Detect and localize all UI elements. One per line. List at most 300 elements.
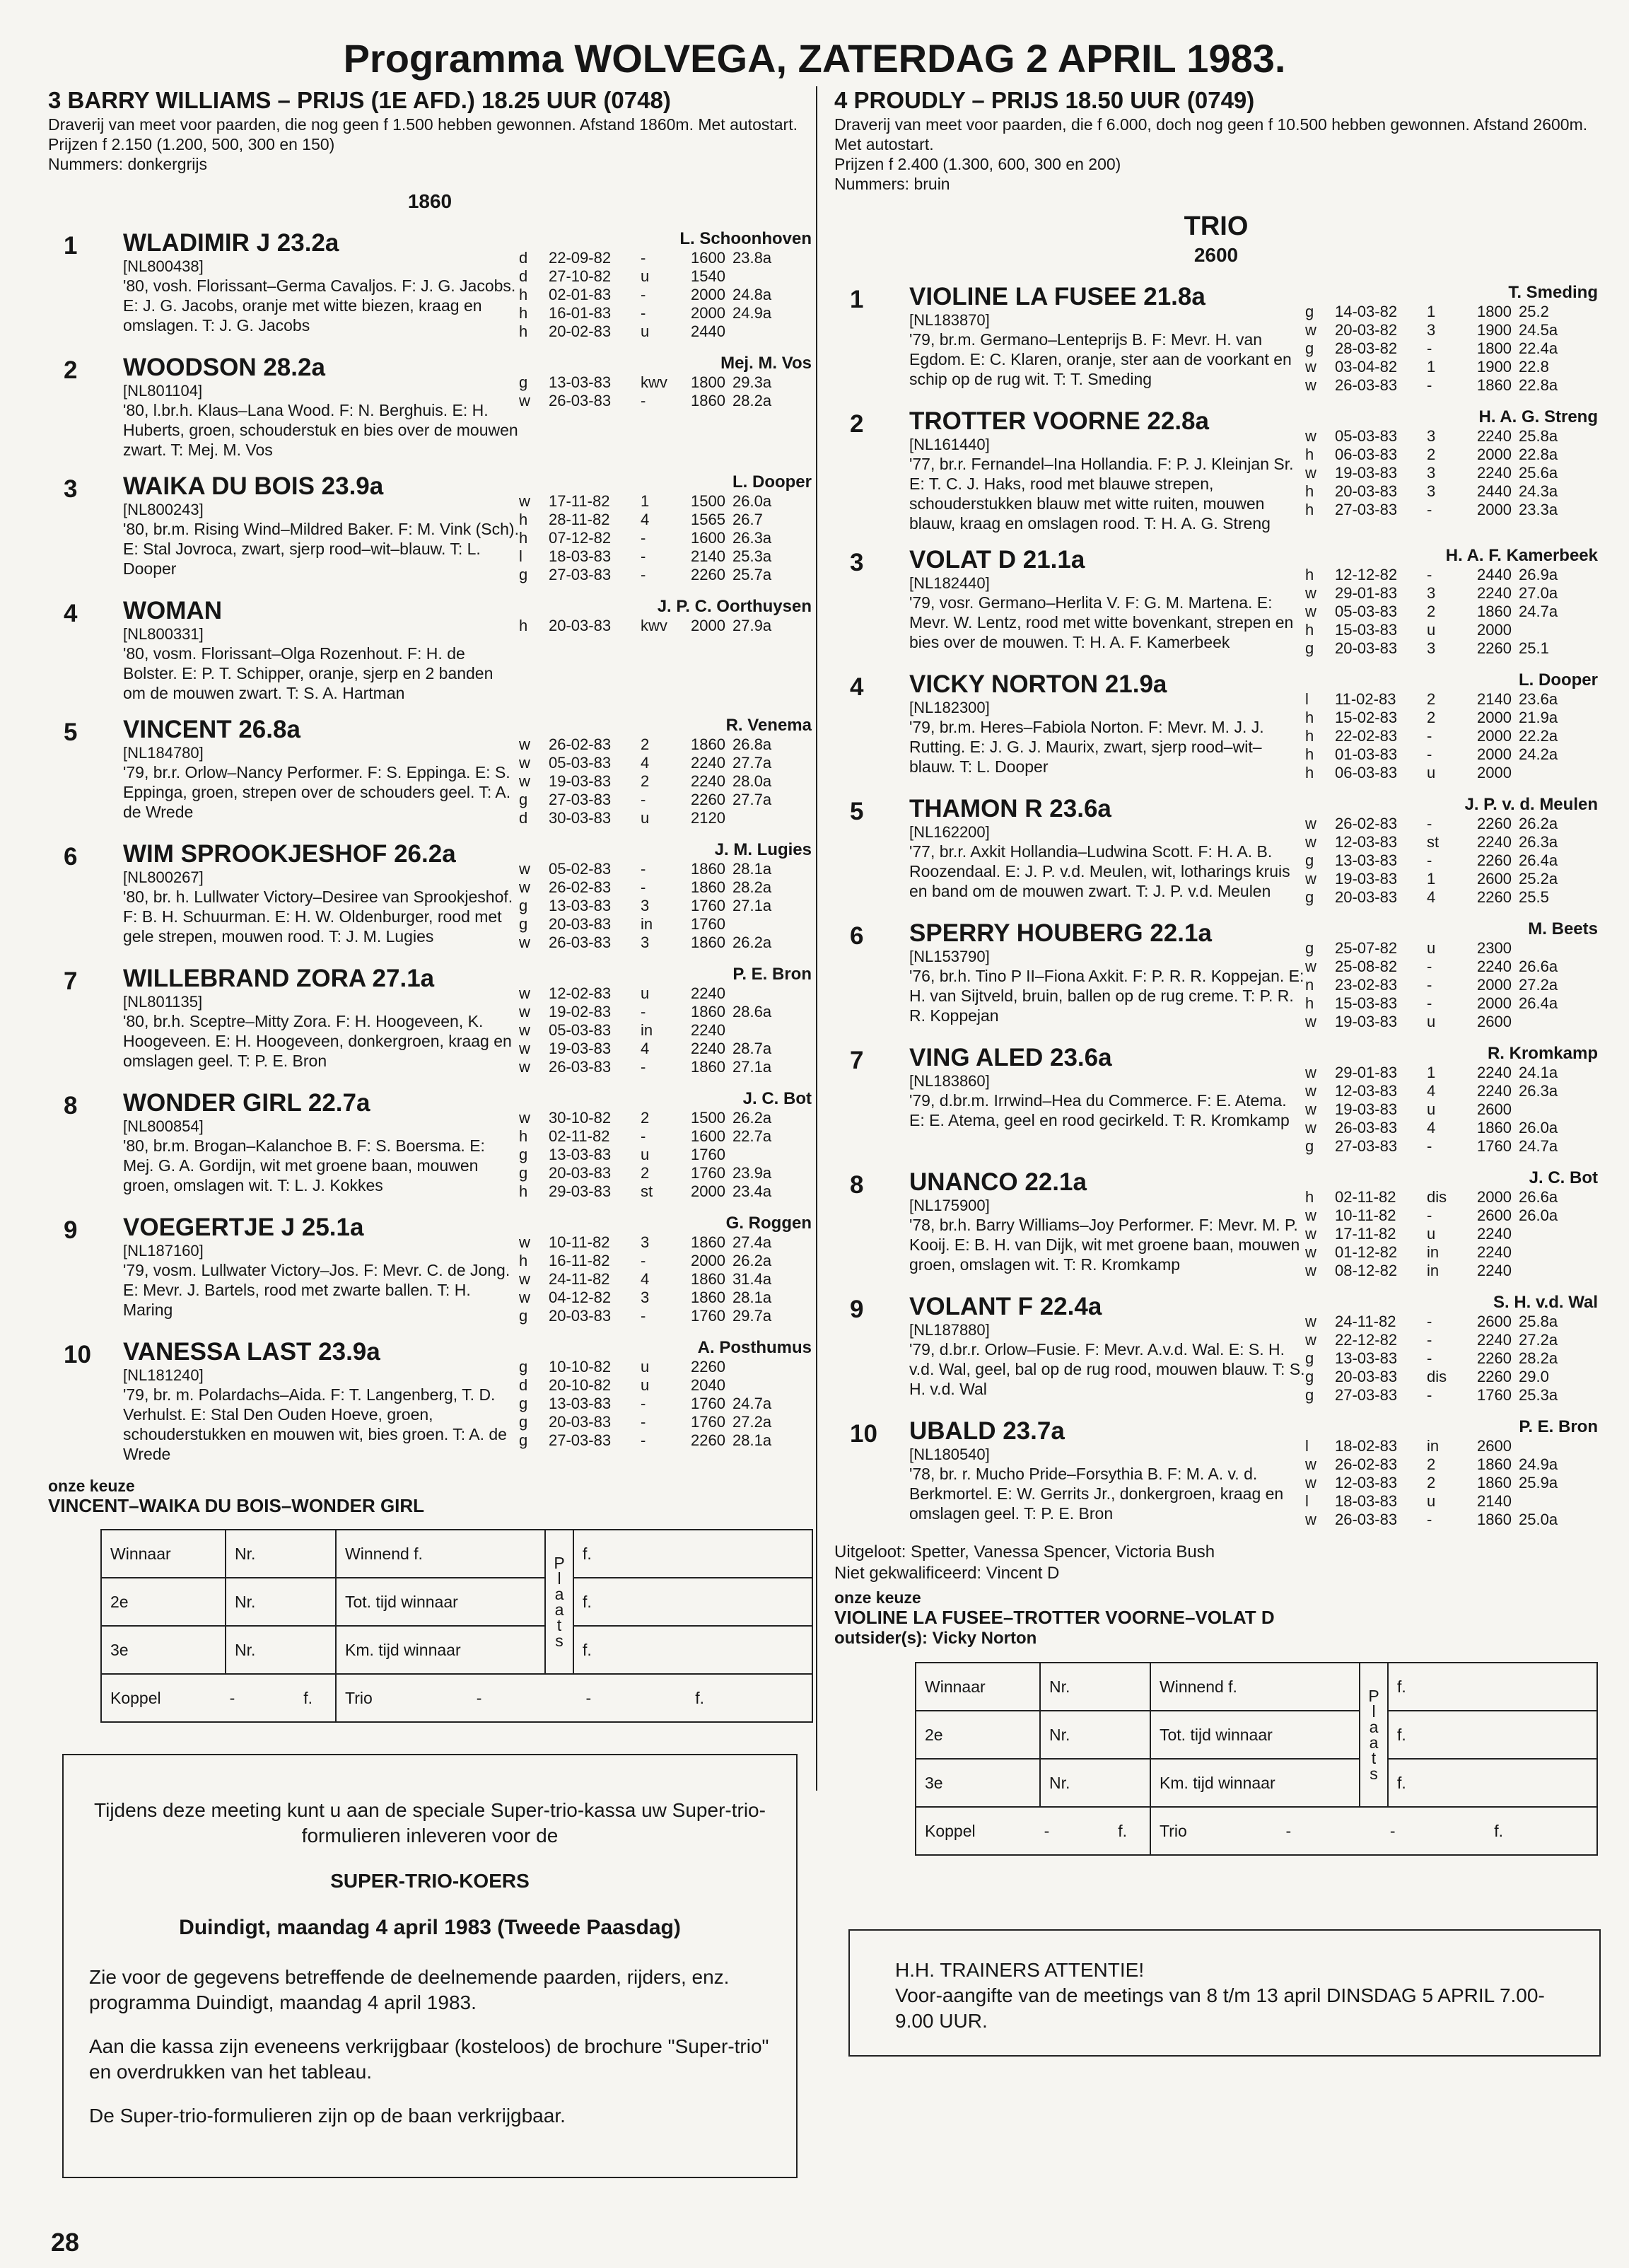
horse-registration: [NL182300] [909, 699, 990, 716]
distance: 2000 [691, 1182, 725, 1200]
track-code: h [519, 529, 528, 547]
race-date: 20-03-83 [549, 1307, 612, 1325]
form-table [1305, 1064, 1598, 1156]
form-row [519, 547, 812, 566]
form-row [1305, 1511, 1598, 1529]
distance: 2120 [691, 809, 725, 827]
race-date: 22-09-82 [549, 249, 612, 267]
race-description: Draverij van meet voor paarden, die f 6.000, doch nog geen f 10.500 hebben gewonnen. Afstand 2600m. Met autostart. [834, 115, 1588, 153]
horse-info [123, 840, 519, 952]
distance: 2000 [1477, 994, 1512, 1012]
horse-entry [48, 1089, 812, 1201]
horse-info [909, 1168, 1305, 1280]
track-code: w [519, 772, 530, 790]
horse-description: '80, br. h. Lullwater Victory–Desiree van Sprookjeshof. F: B. H. Schuurman. E: H. W. Oldenburger, rood met gele strepen, mouwen rood. T: J. M. Lugies [123, 888, 513, 946]
race-date: 17-11-82 [1335, 1225, 1396, 1243]
horse-info [123, 472, 519, 584]
km-time: 31.4a [732, 1270, 772, 1288]
track-code: h [1305, 709, 1314, 726]
driver-name: L. Dooper [1519, 670, 1598, 690]
horse-number: 10 [64, 1341, 91, 1368]
horse-entry [834, 1293, 1598, 1405]
race-date: 27-03-83 [549, 566, 612, 583]
race-date: 25-07-82 [1335, 939, 1398, 957]
form-row [1305, 1206, 1598, 1225]
km-time: 26.8a [732, 735, 772, 753]
race-prizes: Prijzen f 2.400 (1.300, 600, 300 en 200) [834, 155, 1121, 173]
horse-registration: [NL187880] [909, 1321, 990, 1339]
placing: - [641, 566, 646, 583]
horse-info [123, 716, 519, 827]
race-date: 05-02-83 [549, 860, 612, 878]
track-code: w [519, 1003, 530, 1020]
form-row [1305, 501, 1598, 519]
placing: 1 [1427, 303, 1436, 320]
track-code: w [1305, 1455, 1316, 1473]
distance: 1860 [691, 1058, 725, 1076]
track-code: w [1305, 1225, 1316, 1243]
horse-entry [834, 919, 1598, 1031]
race-date: 26-02-83 [1335, 1455, 1398, 1473]
horse-registration: [NL180540] [909, 1446, 990, 1463]
horse-number: 10 [850, 1420, 877, 1448]
placing: u [1427, 1100, 1436, 1118]
km-time: 24.5a [1519, 321, 1558, 339]
distance: 2000 [1477, 621, 1512, 639]
horse-description: '79, br.m. Heres–Fabiola Norton. F: Mevr. M. J. J. Rutting. E: J. G. J. Maurix, zwart, sjerp rood–wit–blauw. T: L. Dooper [909, 718, 1264, 776]
distance: 1860 [1477, 1119, 1512, 1136]
km-time: 25.3a [732, 547, 772, 565]
form-row [1305, 566, 1598, 584]
race-date: 24-11-82 [1335, 1313, 1396, 1330]
bet-winner-label: Winnaar [916, 1663, 1040, 1711]
form-row [1305, 1064, 1598, 1082]
horse-entry [48, 229, 812, 341]
track-code: w [1305, 1206, 1316, 1224]
form-table [519, 984, 812, 1076]
placing: - [1427, 1511, 1432, 1528]
track-code: w [519, 735, 530, 753]
form-row [519, 249, 812, 267]
race-date: 19-03-83 [549, 1040, 612, 1057]
horse-description: '79, br.r. Orlow–Nancy Performer. F: S. Eppinga. E: S. Eppinga, groen, strepen over de schouders geel. T: A. de Wrede [123, 763, 511, 821]
track-code: w [1305, 603, 1316, 620]
outsiders: outsider(s): Vicky Norton [834, 1629, 1037, 1648]
km-time [732, 1358, 812, 1376]
km-time: 26.4a [1519, 994, 1558, 1012]
race-date: 08-12-82 [1335, 1262, 1398, 1279]
form-row [1305, 1474, 1598, 1492]
track-code: h [1305, 764, 1314, 781]
form-row [1305, 1455, 1598, 1474]
race-date: 18-02-83 [1335, 1437, 1398, 1455]
horse-entry [834, 1417, 1598, 1529]
track-code: g [519, 1146, 528, 1163]
distance: 2000 [1477, 764, 1512, 781]
distance: 2260 [691, 1358, 725, 1376]
km-time [1519, 621, 1598, 639]
km-time: 26.0a [732, 492, 772, 510]
form-row [1305, 303, 1598, 321]
driver-name: A. Posthumus [697, 1338, 812, 1357]
horse-registration: [NL801104] [123, 382, 203, 400]
placing: 4 [641, 1270, 650, 1288]
placing: - [641, 1307, 646, 1325]
bet-plaats-label: P l a a t s [1360, 1663, 1388, 1807]
bet-nr-label: Nr. [1040, 1759, 1150, 1807]
track-code: w [519, 754, 530, 772]
race-date: 05-03-83 [549, 754, 612, 772]
km-time: 25.8a [1519, 1313, 1558, 1330]
driver-name: Mej. M. Vos [720, 354, 812, 373]
race-date: 15-03-83 [1335, 621, 1398, 639]
km-time: 29.0 [1519, 1368, 1549, 1385]
distance: 2260 [691, 791, 725, 808]
placing: u [641, 322, 650, 340]
track-code: w [519, 878, 530, 896]
form-row [1305, 1119, 1598, 1137]
placing: 1 [1427, 870, 1436, 888]
horse-description: '79, br.m. Germano–Lenteprijs B. F: Mevr. H. van Egdom. E: C. Klaren, oranje, ster aan de voorkant en schip op de rug wit. T: T. Smeding [909, 330, 1292, 388]
driver-name: J. C. Bot [1529, 1168, 1598, 1187]
horse-number: 7 [64, 967, 78, 995]
distance: 2240 [691, 1021, 725, 1039]
horse-description: '79, d.br.m. Irrwind–Hea du Commerce. F: E. Atema. E: E. Atema, geel en rood gecirkeld. T: R. Kromkamp [909, 1091, 1290, 1129]
km-time: 28.2a [732, 392, 772, 409]
placing: u [1427, 764, 1436, 781]
track-code: l [1305, 1437, 1309, 1455]
distance: 2600 [1477, 870, 1512, 888]
track-code: g [519, 1164, 528, 1182]
form-row [1305, 815, 1598, 833]
distance: 1860 [691, 934, 725, 951]
bet-f-field[interactable]: f. [573, 1626, 812, 1674]
driver-name: P. E. Bron [1519, 1417, 1598, 1436]
horse-registration: [NL800243] [123, 501, 204, 518]
distance: 2600 [1477, 1206, 1512, 1224]
track-code: h [1305, 1188, 1314, 1206]
horse-form-block [1305, 1044, 1598, 1156]
race-date: 03-04-82 [1335, 358, 1398, 376]
race-date: 05-03-83 [1335, 427, 1398, 445]
km-time: 24.3a [1519, 482, 1558, 500]
form-row [1305, 1313, 1598, 1331]
track-code: w [1305, 584, 1316, 602]
race-date: 11-02-83 [1335, 690, 1396, 708]
form-row [519, 1376, 812, 1395]
placing: u [641, 1358, 650, 1376]
km-time: 28.2a [1519, 1349, 1558, 1367]
placing: - [1427, 501, 1432, 518]
race-date: 19-03-83 [549, 772, 612, 790]
placing: - [641, 878, 646, 896]
form-row [1305, 709, 1598, 727]
race-date: 13-03-83 [549, 897, 612, 914]
horse-number: 3 [64, 475, 78, 503]
placing: 1 [1427, 358, 1436, 376]
bet-koppel-field[interactable]: Koppel - f. [916, 1807, 1150, 1855]
horse-info [123, 1338, 519, 1464]
placing: u [1427, 1013, 1436, 1030]
placing: u [641, 1376, 650, 1394]
track-code: w [519, 860, 530, 878]
horse-info [909, 546, 1305, 658]
track-code: l [519, 547, 522, 565]
horse-registration: [NL162200] [909, 823, 990, 841]
race-date: 06-03-83 [1335, 764, 1398, 781]
form-row [1305, 1349, 1598, 1368]
track-code: g [1305, 1349, 1314, 1367]
distance: 2600 [1477, 1437, 1512, 1455]
km-time: 22.8 [1519, 358, 1549, 376]
horse-info [909, 670, 1305, 782]
form-row [1305, 358, 1598, 376]
distance: 2240 [1477, 958, 1512, 975]
form-row [519, 1289, 812, 1307]
bet-f-field[interactable]: f. [1388, 1759, 1597, 1807]
form-row [1305, 745, 1598, 764]
form-row [1305, 482, 1598, 501]
race-date: 26-03-83 [549, 934, 612, 951]
km-time: 22.8a [1519, 376, 1558, 394]
horse-number: 9 [850, 1296, 864, 1323]
form-row [519, 934, 812, 952]
placing: - [1427, 566, 1432, 583]
placing: - [1427, 376, 1432, 394]
km-time: 26.3a [1519, 833, 1558, 851]
placing: st [641, 1182, 653, 1200]
distance: 2600 [1477, 1313, 1512, 1330]
horse-registration: [NL161440] [909, 436, 990, 453]
bet-f-field[interactable]: f. [573, 1578, 812, 1626]
track-code: w [519, 1233, 530, 1251]
race-date: 30-10-82 [549, 1109, 612, 1127]
distance: 1600 [691, 1127, 725, 1145]
bet-koppel-field[interactable]: Koppel - f. [101, 1674, 336, 1722]
placing: 4 [641, 511, 650, 528]
form-row [519, 1395, 812, 1413]
horse-info [909, 407, 1305, 533]
form-row [1305, 690, 1598, 709]
km-time [732, 809, 812, 827]
track-code: h [1305, 482, 1314, 500]
horse-info [123, 965, 519, 1076]
page-title: Programma WOLVEGA, ZATERDAG 2 APRIL 1983. [343, 36, 1286, 81]
placing: - [641, 1003, 646, 1020]
race-distance [834, 209, 1598, 267]
race-date: 19-03-83 [1335, 1100, 1398, 1118]
race-date: 29-01-83 [1335, 584, 1398, 602]
race-date: 12-03-83 [1335, 1082, 1398, 1100]
placing: - [641, 286, 646, 303]
distance: 2140 [691, 547, 725, 565]
km-time: 28.6a [732, 1003, 772, 1020]
km-time: 28.1a [732, 860, 772, 878]
placing: 3 [641, 934, 650, 951]
horse-registration: [NL800854] [123, 1117, 204, 1135]
km-time: 24.9a [732, 304, 772, 322]
distance: 1760 [691, 915, 725, 933]
placing: 2 [1427, 709, 1436, 726]
km-time: 23.6a [1519, 690, 1558, 708]
track-code: h [519, 286, 528, 303]
horse-entry [48, 1214, 812, 1325]
placing: in [1427, 1243, 1440, 1261]
track-code: w [519, 984, 530, 1002]
race-date: 28-11-82 [549, 511, 610, 528]
track-code: g [519, 915, 528, 933]
form-row [519, 1182, 812, 1201]
horse-entry [48, 1338, 812, 1464]
form-row [1305, 446, 1598, 464]
km-time: 21.9a [1519, 709, 1558, 726]
distance: 2260 [1477, 851, 1512, 869]
horse-number: 8 [64, 1092, 78, 1120]
distance: 2140 [1477, 690, 1512, 708]
distance: 1900 [1477, 358, 1512, 376]
bet-trio-field[interactable]: Trio - - f. [336, 1674, 812, 1722]
race-date: 15-02-83 [1335, 709, 1398, 726]
horse-name: WIM SPROOKJESHOF 26.2a [123, 840, 456, 868]
horse-info [909, 795, 1305, 907]
horse-description: '80, br.h. Sceptre–Mitty Zora. F: H. Hoogeveen, K. Hoogeveen. E: H. Hoogeveen, donkergroen, kraag en omslagen geel. T: P. E. Bron [123, 1012, 512, 1070]
placing: u [1427, 939, 1436, 957]
km-time: 25.0a [1519, 1511, 1558, 1528]
horse-name: VOLAT D 21.1a [909, 546, 1085, 574]
race-date: 07-12-82 [549, 529, 612, 547]
horse-name: VOLANT F 22.4a [909, 1293, 1102, 1320]
distance: 2260 [1477, 815, 1512, 832]
horse-name: UBALD 23.7a [909, 1417, 1065, 1445]
track-code: h [1305, 994, 1314, 1012]
track-code: w [1305, 427, 1316, 445]
distance: 2000 [1477, 727, 1512, 745]
form-table [519, 735, 812, 827]
placing: 3 [1427, 321, 1436, 339]
placing: dis [1427, 1368, 1447, 1385]
horse-name: SPERRY HOUBERG 22.1a [909, 919, 1212, 947]
distance: 2000 [1477, 976, 1512, 994]
bet-plaats-label: P l a a t s [545, 1530, 573, 1674]
form-row [1305, 1013, 1598, 1031]
race-prizes: Prijzen f 2.150 (1.200, 500, 300 en 150) [48, 135, 335, 153]
km-time: 25.2a [1519, 870, 1558, 888]
distance: 2000 [691, 1252, 725, 1269]
distance: 2240 [1477, 427, 1512, 445]
race-numbers-color: Nummers: bruin [834, 175, 950, 193]
horse-name: VANESSA LAST 23.9a [123, 1338, 380, 1366]
form-table [1305, 1313, 1598, 1405]
bet-trio-field[interactable]: Trio - - f. [1150, 1807, 1597, 1855]
horse-description: '77, br.r. Fernandel–Ina Hollandia. F: P. J. Kleinjan Sr. E: T. C. J. Haks, rood met blauwe strepen, schouderstukken blauw met witte ruiten, mouwen blauw, kraag en omslagen rood. T: H. A. G. Streng [909, 455, 1294, 533]
bet-f-field[interactable]: f. [1388, 1711, 1597, 1759]
race-date: 27-10-82 [549, 267, 612, 285]
track-code: g [1305, 1137, 1314, 1155]
horse-registration: [NL153790] [909, 948, 990, 965]
horse-number: 2 [850, 410, 864, 438]
placing: 3 [1427, 639, 1436, 657]
race-date: 19-03-83 [1335, 870, 1398, 888]
race-date: 26-03-83 [1335, 376, 1398, 394]
horse-registration: [NL801135] [123, 993, 203, 1011]
horse-info [909, 1417, 1305, 1529]
race-date: 20-03-83 [549, 617, 612, 634]
form-row [1305, 1331, 1598, 1349]
form-row [519, 1146, 812, 1164]
horse-name: VICKY NORTON 21.9a [909, 670, 1167, 698]
form-row [1305, 1243, 1598, 1262]
bet-f-field[interactable]: f. [1388, 1663, 1597, 1711]
placing: 3 [1427, 482, 1436, 500]
distance: 2260 [1477, 639, 1512, 657]
form-table [1305, 303, 1598, 395]
driver-name: M. Beets [1528, 919, 1598, 938]
notice-intro: Tijdens deze meeting kunt u aan de speciale Super-trio-kassa uw Super-trio-formulieren inleveren voor de [94, 1799, 766, 1847]
horse-name: THAMON R 23.6a [909, 795, 1111, 822]
horse-registration: [NL182440] [909, 574, 990, 592]
distance: 1600 [691, 529, 725, 547]
distance: 2240 [691, 1040, 725, 1057]
form-row [519, 267, 812, 286]
horse-name: WILLEBRAND ZORA 27.1a [123, 965, 435, 992]
placing: - [1427, 1137, 1432, 1155]
race-date: 10-10-82 [549, 1358, 612, 1376]
km-time: 26.3a [732, 529, 772, 547]
horse-form-block [1305, 795, 1598, 907]
form-row [519, 566, 812, 584]
horse-description: '80, vosh. Florissant–Germa Cavaljos. F: J. G. Jacobs. E: J. G. Jacobs, oranje met witte biezen, kraag en omslagen. T: J. G. Jacobs [123, 277, 516, 335]
distance: 2240 [691, 984, 725, 1002]
placing: in [1427, 1437, 1440, 1455]
track-code: w [519, 934, 530, 951]
horse-form-block [519, 597, 812, 703]
bet-f-field[interactable]: f. [573, 1530, 812, 1578]
km-time: 26.6a [1519, 958, 1558, 975]
track-code: w [519, 1289, 530, 1306]
distance: 1760 [691, 1307, 725, 1325]
track-code: h [519, 304, 528, 322]
form-row [519, 492, 812, 511]
km-time: 25.9a [1519, 1474, 1558, 1491]
race-date: 26-03-83 [549, 392, 612, 409]
horse-form-block [1305, 670, 1598, 782]
form-row [519, 878, 812, 897]
track-code: g [1305, 639, 1314, 657]
race-title: 3 BARRY WILLIAMS – PRIJS (1E AFD.) 18.25 UUR (0748) [48, 87, 671, 113]
track-code: g [519, 566, 528, 583]
track-code: w [519, 1109, 530, 1127]
km-time: 26.0a [1519, 1119, 1558, 1136]
placing: 4 [641, 1040, 650, 1057]
form-table [519, 860, 812, 952]
track-code: g [1305, 339, 1314, 357]
form-table [519, 249, 812, 341]
placing: u [1427, 621, 1436, 639]
distance: 1565 [691, 511, 725, 528]
horse-entry [48, 597, 812, 703]
horse-number: 3 [850, 549, 864, 576]
form-table [519, 1358, 812, 1450]
distance: 1500 [691, 1109, 725, 1127]
placing: 2 [1427, 690, 1436, 708]
form-row [1305, 621, 1598, 639]
race-date: 27-03-83 [1335, 1386, 1398, 1404]
placing: u [641, 267, 650, 285]
super-trio-notice [62, 1754, 798, 2178]
race-date: 29-01-83 [1335, 1064, 1398, 1081]
track-code: g [1305, 1368, 1314, 1385]
form-row [1305, 1082, 1598, 1100]
